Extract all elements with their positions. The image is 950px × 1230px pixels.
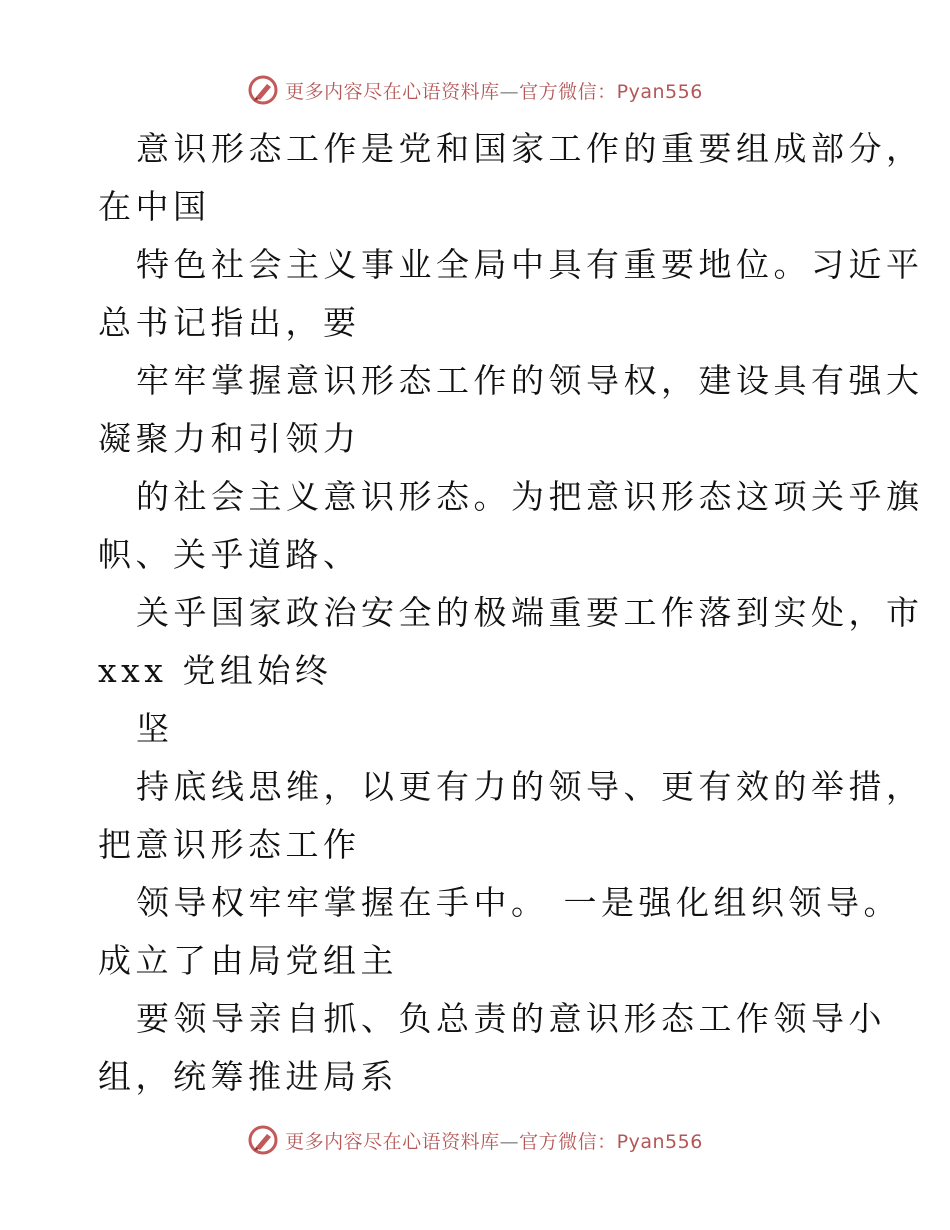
body-line: 组，统筹推进局系 xyxy=(98,1057,398,1096)
body-line: 意识形态工作是党和国家工作的重要组成部分， xyxy=(136,129,924,168)
pen-logo-icon xyxy=(247,1124,279,1156)
body-line: 在中国 xyxy=(98,187,211,226)
body-line: 把意识形态工作 xyxy=(98,825,361,864)
pen-logo-icon xyxy=(247,74,279,106)
body-line: 领导权牢牢掌握在手中。 一是强化组织领导。 xyxy=(136,883,901,922)
body-line: 关乎国家政治安全的极端重要工作落到实处，市 xyxy=(136,593,924,632)
watermark-contact-text: 官方微信：Pyan556 xyxy=(519,1130,703,1153)
body-line: 凝聚力和引领力 xyxy=(98,419,361,458)
body-line: 帜、关乎道路、 xyxy=(98,535,361,574)
watermark-main-text: 更多内容尽在心语资料库 xyxy=(285,1130,500,1153)
watermark-separator: — xyxy=(499,80,520,103)
body-line: 总书记指出，要 xyxy=(98,303,361,342)
watermark-separator: — xyxy=(499,1130,520,1153)
body-line: 牢牢掌握意识形态工作的领导权，建设具有强大 xyxy=(136,361,924,400)
body-line: 坚 xyxy=(136,709,174,748)
body-line: 持底线思维，以更有力的领导、更有效的举措， xyxy=(136,767,924,806)
body-line: 的社会主义意识形态。为把意识形态这项关乎旗 xyxy=(136,477,924,516)
header-watermark xyxy=(0,70,950,110)
body-line: 特色社会主义事业全局中具有重要地位。习近平 xyxy=(136,245,924,284)
watermark-main-text: 更多内容尽在心语资料库 xyxy=(285,80,500,103)
body-line: xxx 党组始终 xyxy=(98,651,333,690)
body-line: 成立了由局党组主 xyxy=(98,941,398,980)
footer-watermark xyxy=(0,1120,950,1160)
body-line: 要领导亲自抓、负总责的意识形态工作领导小 xyxy=(136,999,886,1038)
watermark-contact-text: 官方微信：Pyan556 xyxy=(519,80,703,103)
document-body xyxy=(98,120,924,1106)
